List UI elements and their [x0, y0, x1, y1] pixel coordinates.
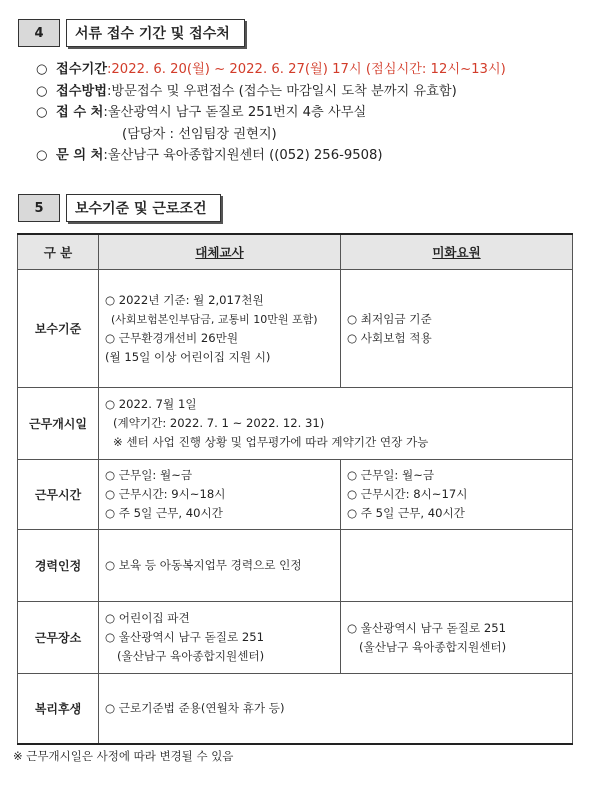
- hours-cleaner-cell: ○ 근무일: 월~금 ○ 근무시간: 8시~17시 ○ 주 5일 근무, 40시간: [341, 460, 573, 530]
- row-label-welfare: 복리후생: [18, 674, 99, 744]
- info-row-place: ○ 접 수 처 : 울산광역시 남구 돋질로 251번지 4층 사무실: [36, 102, 506, 124]
- application-info: [36, 59, 506, 167]
- info-row-contact-person: [36, 124, 506, 146]
- header-category: 구 분: [18, 234, 99, 270]
- place-cleaner-cell: ○ 울산광역시 남구 돋질로 251 (울산남구 육아종합지원센터): [341, 602, 573, 674]
- section5-number: 5: [18, 194, 60, 222]
- application-period: 2022. 6. 20(월) ~ 2022. 6. 27(월) 17시 (점심시간: 12시~13시): [111, 62, 506, 77]
- table-row-career: [18, 530, 573, 602]
- inquiry-contact: 울산남구 육아종합지원센터 ((052) 256-9508): [107, 148, 383, 163]
- header-cleaning-staff: 미화요원: [341, 234, 573, 270]
- table-header-row: [18, 234, 573, 270]
- info-row-method: ○ 접수방법 : 방문접수 및 우편접수 (접수는 마감일시 도착 분까지 유효함): [36, 81, 506, 103]
- section4-number: 4: [18, 19, 60, 47]
- application-method: 방문접수 및 우편접수 (접수는 마감일시 도착 분까지 유효함): [111, 83, 457, 99]
- welfare-cell: ○ 근로기준법 준용(연월차 휴가 등): [99, 674, 573, 744]
- footnote: ※ 근무개시일은 사정에 따라 변경될 수 있음: [13, 749, 234, 763]
- place-teacher-cell: ○ 어린이집 파견 ○ 울산광역시 남구 돋질로 251 (울산남구 육아종합지원센터): [99, 602, 341, 674]
- table-row-welfare: [18, 674, 573, 744]
- table-row-place: [18, 602, 573, 674]
- application-place: 울산광역시 남구 돋질로 251번지 4층 사무실: [107, 105, 367, 120]
- career-cleaner-cell: [341, 530, 573, 602]
- section4-title: 서류 접수 기간 및 접수처: [66, 19, 245, 47]
- info-row-inquiry: ○ 문 의 처 : 울산남구 육아종합지원센터 ((052) 256-9508): [36, 145, 506, 167]
- row-label-start: 근무개시일: [18, 388, 99, 460]
- conditions-table: [17, 233, 573, 745]
- pay-cleaner-cell: ○ 최저임금 기준 ○ 사회보험 적용: [341, 270, 573, 388]
- hours-teacher-cell: ○ 근무일: 월~금 ○ 근무시간: 9시~18시 ○ 주 5일 근무, 40시간: [99, 460, 341, 530]
- info-row-period: ○ 접수기간 : 2022. 6. 20(월) ~ 2022. 6. 27(월) 17시 (점심시간: 12시~13시): [36, 59, 506, 81]
- row-label-pay: 보수기준: [18, 270, 99, 388]
- row-label-place: 근무장소: [18, 602, 99, 674]
- contact-person: (담당자 : 선임팀장 권현지): [122, 126, 277, 142]
- header-substitute-teacher: 대체교사: [99, 234, 341, 270]
- section5-header: [18, 194, 221, 222]
- section4-header: [18, 19, 245, 47]
- table-row-start: [18, 388, 573, 460]
- row-label-hours: 근무시간: [18, 460, 99, 530]
- start-date-cell: ○ 2022. 7월 1일 (계약기간: 2022. 7. 1 ~ 2022. 12. 31) ※ 센터 사업 진행 상황 및 업무평가에 따라 계약기간 연장 가능: [99, 388, 573, 460]
- pay-teacher-cell: ○ 2022년 기준: 월 2,017천원 (사회보험본인부담금, 교통비 10만원 포함) ○ 근무환경개선비 26만원 (월 15일 이상 어린이집 지원 시): [99, 270, 341, 388]
- row-label-career: 경력인정: [18, 530, 99, 602]
- table-row-hours: [18, 460, 573, 530]
- career-teacher-cell: ○ 보육 등 아동복지업무 경력으로 인정: [99, 530, 341, 602]
- section5-title: 보수기준 및 근로조건: [66, 194, 221, 222]
- table-row-pay: [18, 270, 573, 388]
